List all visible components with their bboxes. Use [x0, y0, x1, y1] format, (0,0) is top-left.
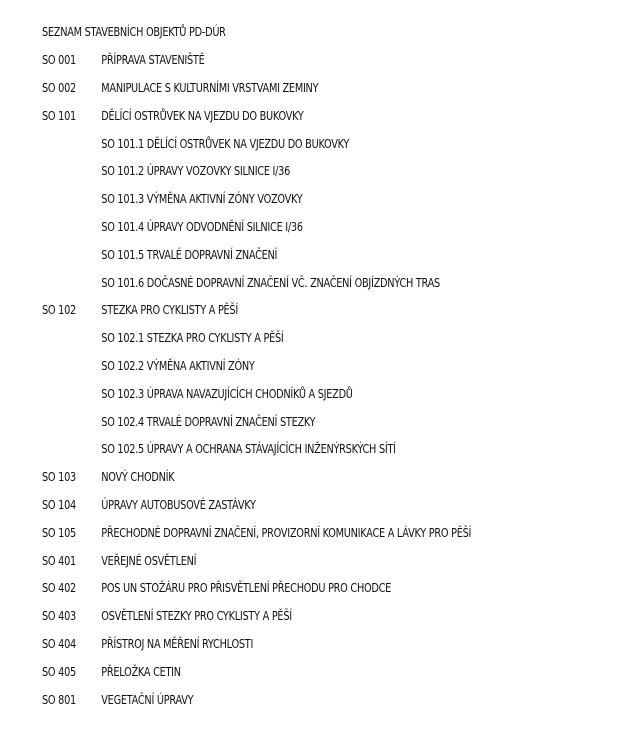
sub-object-label: SO 101.6 DOČASNÉ DOPRAVNÍ ZNAČENÍ VČ. ZNAČENÍ OBJÍZDNÝCH TRAS: [101, 274, 440, 290]
object-row: [42, 602, 487, 630]
object-code: SO 002: [42, 79, 76, 95]
sub-object-row: [42, 157, 487, 185]
object-row: [42, 630, 487, 658]
object-name: VEŘEJNÉ OSVĚTLENÍ: [101, 552, 197, 568]
object-row: [42, 296, 487, 324]
object-code: SO 405: [42, 663, 76, 679]
object-name: OSVĚTLENÍ STEZKY PRO CYKLISTY A PĚŠÍ: [101, 608, 292, 624]
object-code: SO 103: [42, 469, 76, 485]
sub-object-label: SO 102.1 STEZKA PRO CYKLISTY A PĚŠÍ: [101, 330, 284, 346]
object-name: PŘECHODNÉ DOPRAVNÍ ZNAČENÍ, PROVIZORNÍ KOMUNIKACE A LÁVKY PRO PĚŠÍ: [101, 524, 472, 540]
object-row: [42, 546, 487, 574]
object-code: SO 801: [42, 691, 76, 707]
object-code: SO 403: [42, 608, 76, 624]
sub-object-label: SO 102.2 VÝMĚNA AKTIVNÍ ZÓNY: [101, 357, 255, 373]
document-list: [42, 18, 612, 713]
object-row: [42, 46, 487, 74]
object-code: SO 404: [42, 635, 76, 651]
object-code: SO 104: [42, 496, 76, 512]
object-code: SO 402: [42, 580, 76, 596]
object-name: MANIPULACE S KULTURNÍMI VRSTVAMI ZEMINY: [101, 79, 319, 95]
sub-object-label: SO 101.1 DĚLÍCÍ OSTRŮVEK NA VJEZDU DO BUKOVKY: [101, 135, 350, 151]
object-code: SO 102: [42, 302, 76, 318]
sub-object-label: SO 102.3 ÚPRAVA NAVAZUJÍCÍCH CHODNÍKŮ A SJEZDŮ: [101, 385, 353, 401]
object-code: SO 101: [42, 107, 76, 123]
object-row: [42, 657, 487, 685]
object-code: SO 001: [42, 52, 76, 68]
sub-object-row: [42, 240, 487, 268]
object-row: [42, 685, 487, 713]
object-row: [42, 463, 487, 491]
object-row: [42, 518, 487, 546]
object-name: ÚPRAVY AUTOBUSOVÉ ZASTÁVKY: [101, 496, 256, 512]
sub-object-row: [42, 352, 487, 380]
sub-object-label: SO 101.5 TRVALÉ DOPRAVNÍ ZNAČENÍ: [101, 246, 278, 262]
sub-object-label: SO 102.5 ÚPRAVY A OCHRANA STÁVAJÍCÍCH INŽENÝRSKÝCH SÍTÍ: [101, 441, 396, 457]
object-code: SO 401: [42, 552, 76, 568]
object-name: STEZKA PRO CYKLISTY A PĚŠÍ: [101, 302, 238, 318]
object-name: NOVÝ CHODNÍK: [101, 469, 175, 485]
sub-object-row: [42, 213, 487, 241]
sub-object-row: [42, 268, 487, 296]
object-name: POS UN STOŽÁRU PRO PŘISVĚTLENÍ PŘECHODU PRO CHODCE: [101, 580, 392, 596]
object-name: PŘELOŽKA CETIN: [101, 663, 181, 679]
object-row: [42, 74, 487, 102]
object-name: PŘÍSTROJ NA MĚŘENÍ RYCHLOSTI: [101, 635, 254, 651]
object-list: [42, 46, 612, 713]
sub-object-label: SO 101.4 ÚPRAVY ODVODNĚNÍ SILNICE I/36: [101, 218, 303, 234]
object-row: [42, 491, 487, 519]
object-name: VEGETAČNÍ ÚPRAVY: [101, 691, 194, 707]
object-code: SO 105: [42, 524, 76, 540]
sub-object-label: SO 102.4 TRVALÉ DOPRAVNÍ ZNAČENÍ STEZKY: [101, 413, 316, 429]
sub-object-row: [42, 407, 487, 435]
object-row: [42, 574, 487, 602]
sub-object-row: [42, 129, 487, 157]
object-name: DĚLÍCÍ OSTRŮVEK NA VJEZDU DO BUKOVKY: [101, 107, 304, 123]
sub-object-row: [42, 185, 487, 213]
sub-object-row: [42, 435, 487, 463]
document-title: SEZNAM STAVEBNÍCH OBJEKTŮ PD-DÚR: [42, 24, 226, 40]
sub-object-label: SO 101.2 ÚPRAVY VOZOVKY SILNICE I/36: [101, 163, 291, 179]
object-row: [42, 101, 487, 129]
sub-object-row: [42, 379, 487, 407]
object-name: PŘÍPRAVA STAVENIŠTĚ: [101, 52, 205, 68]
sub-object-label: SO 101.3 VÝMĚNA AKTIVNÍ ZÓNY VOZOVKY: [101, 191, 303, 207]
sub-object-row: [42, 324, 487, 352]
